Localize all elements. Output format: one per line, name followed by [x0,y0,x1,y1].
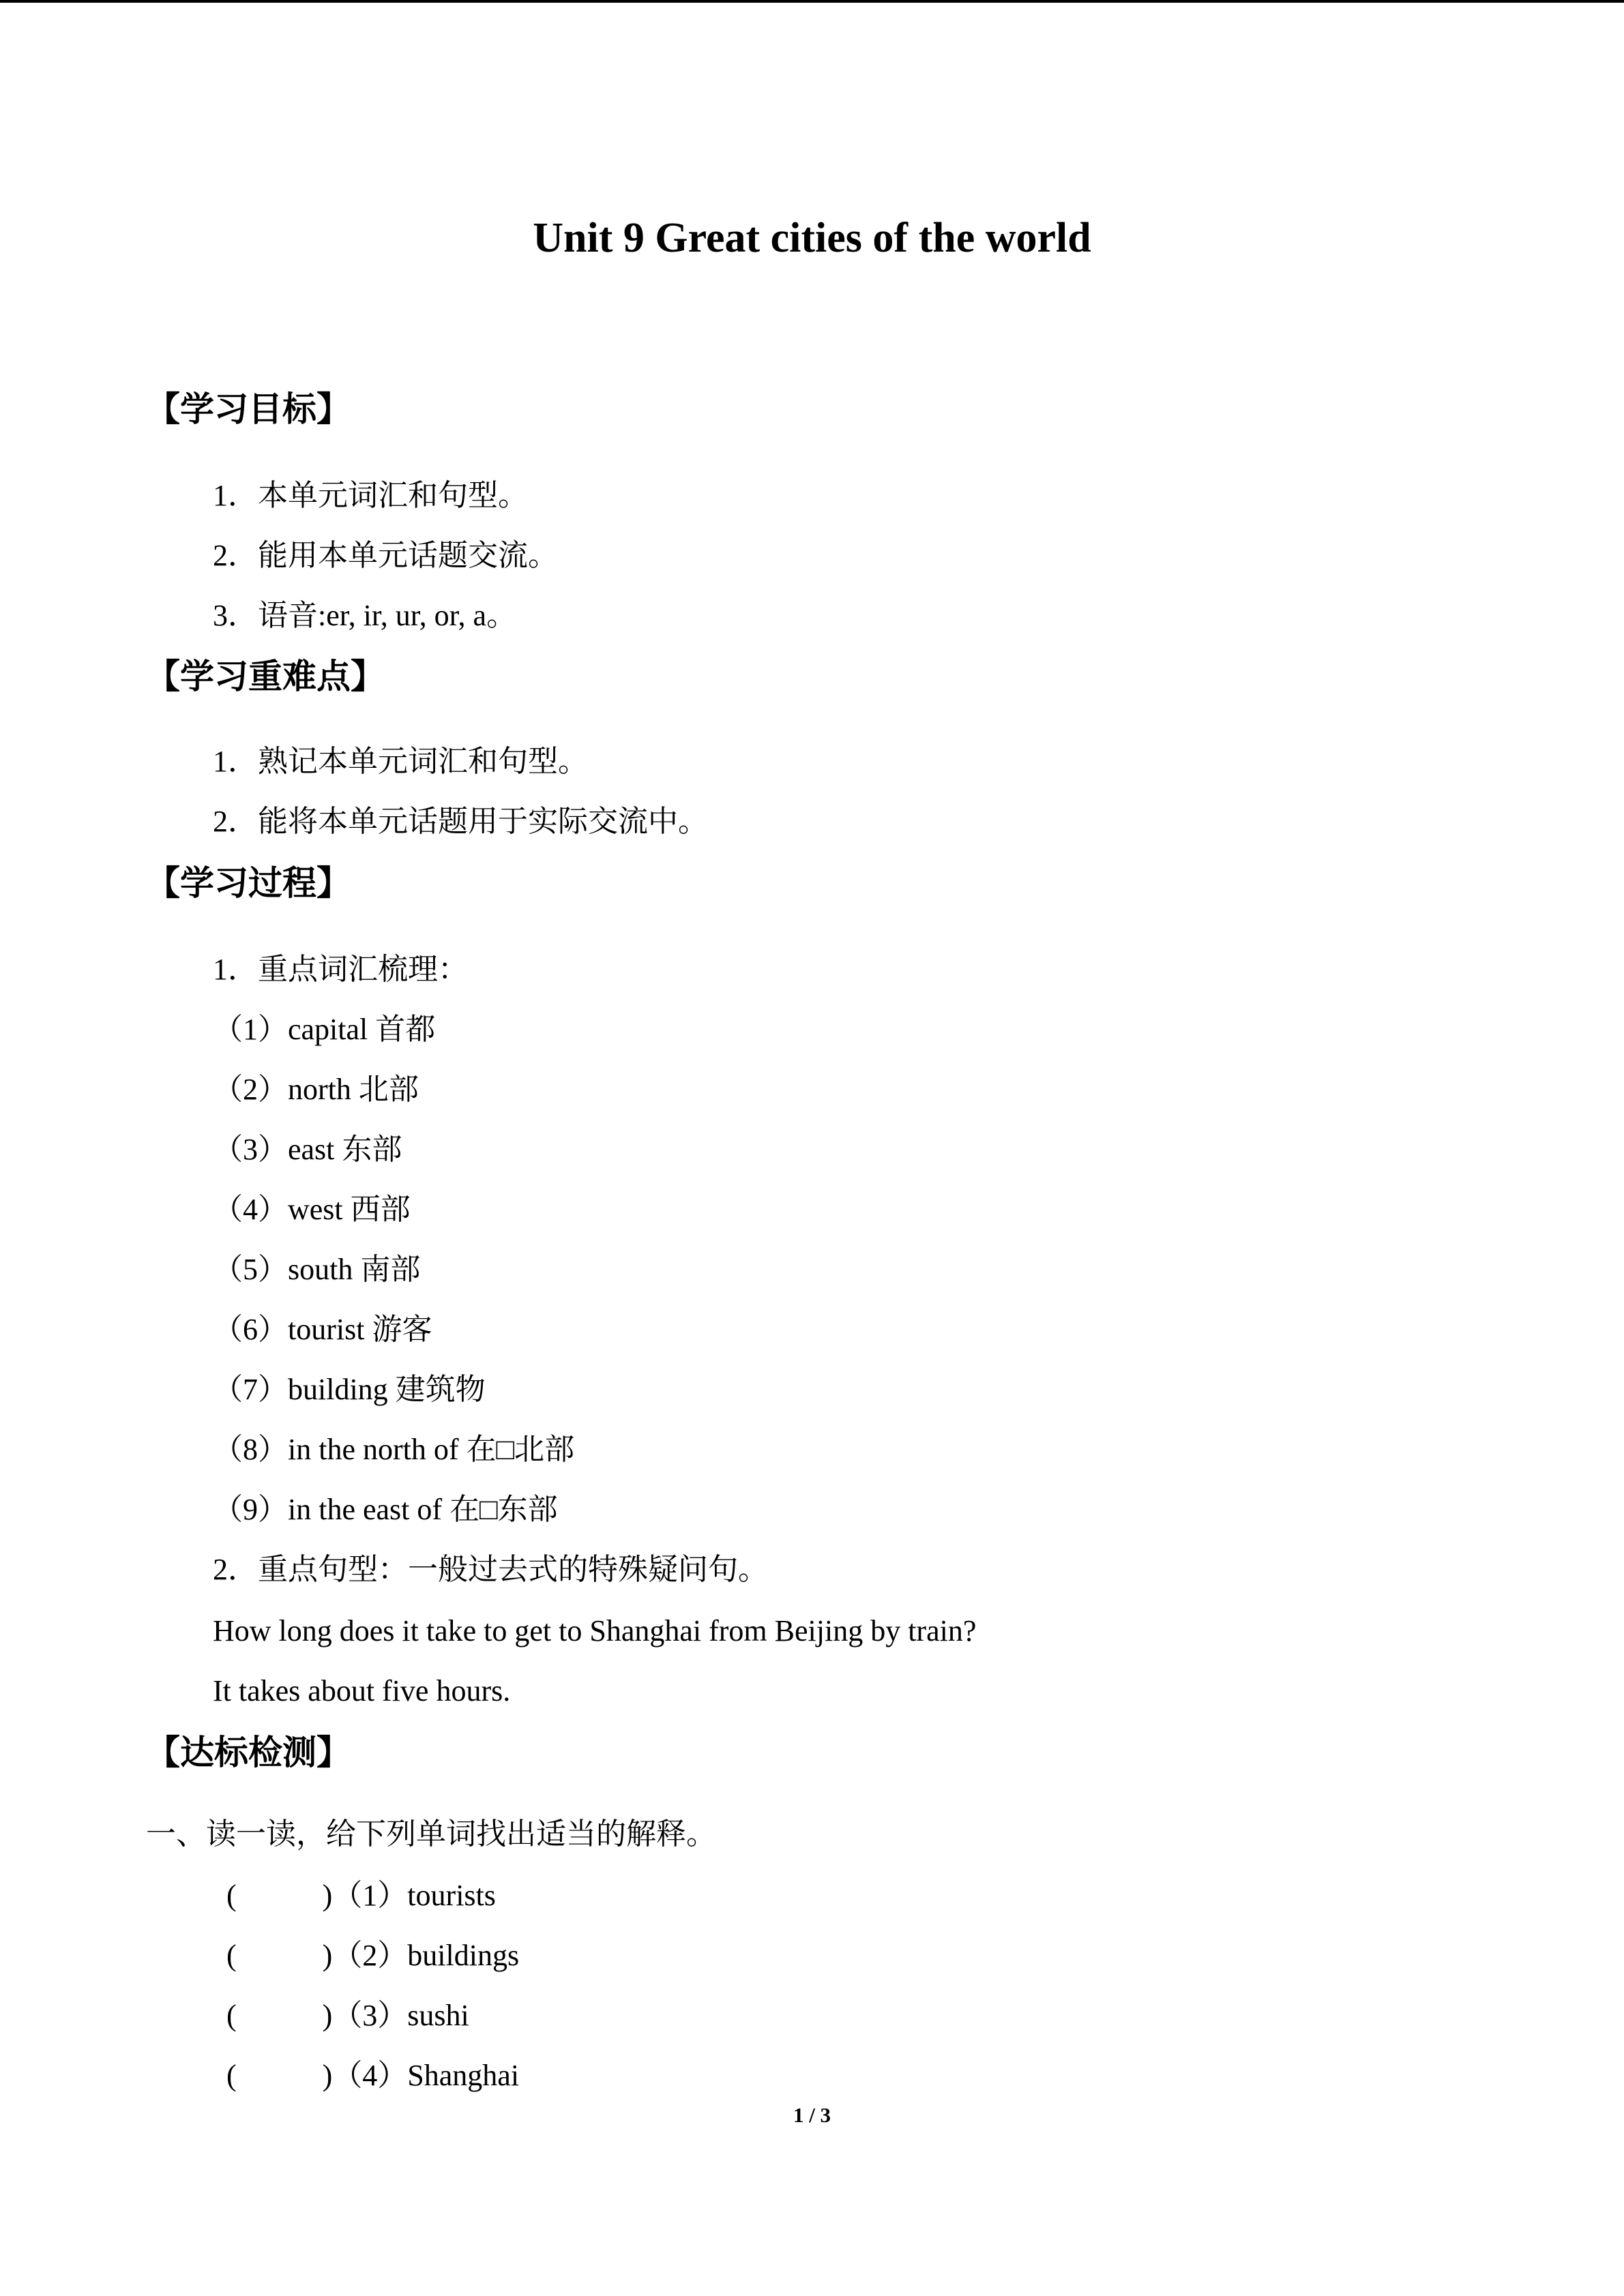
test-question [226,2061,519,2091]
test-question-text: （2）buildings [332,1939,520,1972]
vocab-item: （3）east 东部 [213,1133,402,1166]
pattern-title: 2．重点句型：一般过去式的特殊疑问句。 [213,1553,768,1586]
example-sentence: It takes about five hours. [213,1674,511,1708]
vocab-item: （4）west 西部 [213,1193,411,1226]
vocab-item: （1）capital 首都 [213,1013,436,1046]
test-question [226,2001,469,2031]
objective-item: 2．能用本单元话题交流。 [213,539,558,572]
test-question-text: （3）sushi [332,1999,469,2032]
example-sentence: How long does it take to get to Shanghai from Beijing by train? [213,1614,977,1648]
section-heading-objectives: 【学习目标】 [146,389,351,429]
document-title: Unit 9 Great cities of the world [533,215,1091,261]
test-question [226,1941,519,1971]
objective-item: 1．本单元词汇和句型。 [213,479,528,512]
vocab-item: （8）in the north of 在□北部 [213,1433,575,1466]
page-number: 1 / 3 [793,2103,831,2127]
section-heading-process: 【学习过程】 [146,863,351,903]
test-question [226,1881,496,1911]
vocab-item: （9）in the east of 在□东部 [213,1493,558,1526]
key-point-item: 1．熟记本单元词汇和句型。 [213,745,588,778]
section-heading-key-points: 【学习重难点】 [146,657,385,696]
objective-item: 3．语音:er, ir, ur, or, a。 [213,599,517,632]
test-instruction: 一、读一读，给下列单词找出适当的解释。 [146,1817,716,1851]
answer-blank[interactable]: ( ) [226,1999,333,2032]
vocab-item: （2）north 北部 [213,1073,419,1106]
top-border-line [0,0,1624,3]
vocab-item: （7）building 建筑物 [213,1373,486,1406]
test-question-text: （1）tourists [332,1879,496,1912]
vocab-title: 1．重点词汇梳理： [213,953,468,986]
answer-blank[interactable]: ( ) [226,1879,333,1912]
answer-blank[interactable]: ( ) [226,2059,333,2092]
answer-blank[interactable]: ( ) [226,1939,333,1972]
vocab-item: （6）tourist 游客 [213,1313,432,1346]
test-question-text: （4）Shanghai [332,2059,520,2092]
section-heading-test: 【达标检测】 [146,1733,351,1772]
vocab-item: （5）south 南部 [213,1253,421,1286]
key-point-item: 2．能将本单元话题用于实际交流中。 [213,805,708,838]
